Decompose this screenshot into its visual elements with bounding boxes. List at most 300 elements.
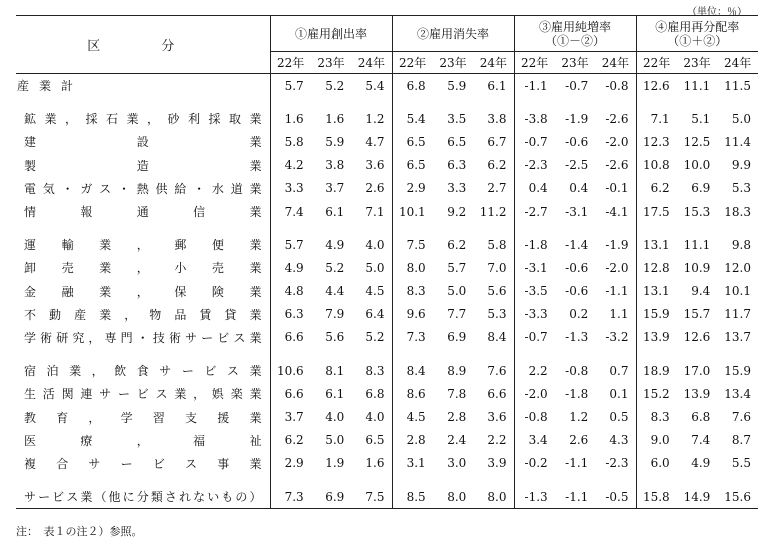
year-header: 22年 [270, 52, 311, 74]
spacer-cell [433, 349, 474, 359]
spacer-cell [555, 223, 596, 233]
industry-label: 不動産業，物品賃貸業 [24, 307, 262, 322]
value-cell: 7.6 [487, 363, 507, 378]
value-cell: 15.7 [683, 307, 711, 322]
spacer-cell [351, 97, 392, 107]
table-row [16, 280, 758, 303]
value-cell: 6.1 [325, 386, 345, 401]
value-cell: 9.0 [636, 429, 677, 452]
industry-label: 学術研究，専門・技術サービス業 [24, 330, 262, 345]
value-cell: 6.4 [365, 307, 385, 322]
value-cell: 5.4 [365, 78, 385, 93]
spacer-cell [636, 349, 677, 359]
value-cell: -1.9 [565, 111, 589, 126]
industry-label: 産業計 [17, 79, 84, 94]
spacer-cell [270, 475, 311, 485]
spacer-cell [717, 349, 758, 359]
value-cell: 5.7 [270, 74, 311, 98]
value-cell: 5.8 [270, 130, 311, 153]
value-cell: 8.4 [487, 330, 507, 345]
spacer-cell [351, 223, 392, 233]
value-cell: 0.4 [514, 177, 555, 200]
value-cell: 6.1 [487, 78, 507, 93]
value-cell: 4.0 [365, 410, 385, 425]
value-cell: 11.2 [479, 204, 507, 219]
value-cell: 6.3 [447, 158, 467, 173]
spacer-cell [636, 97, 677, 107]
value-cell: 2.8 [447, 410, 467, 425]
value-cell: 8.4 [392, 359, 433, 382]
year-header: 22年 [514, 52, 555, 74]
value-cell: 9.8 [731, 237, 751, 252]
table-body [16, 74, 758, 509]
value-cell: 3.6 [365, 158, 385, 173]
value-cell: 6.2 [487, 158, 507, 173]
spacer-cell [677, 475, 718, 485]
value-cell: 5.7 [447, 260, 467, 275]
spacer-cell [677, 97, 718, 107]
value-cell: 12.0 [724, 260, 751, 275]
table-row [16, 405, 758, 428]
value-cell: 1.6 [270, 107, 311, 130]
value-cell: 3.8 [487, 111, 507, 126]
table-row [16, 177, 758, 200]
year-header: 23年 [433, 52, 474, 74]
value-cell: -3.1 [565, 204, 589, 219]
value-cell: -1.1 [565, 456, 589, 471]
spacer-cell [473, 223, 514, 233]
value-cell: 5.9 [325, 134, 345, 149]
value-cell: 3.6 [487, 410, 507, 425]
value-cell: 7.3 [270, 485, 311, 509]
value-cell: 5.5 [731, 456, 751, 471]
spacer-cell [473, 475, 514, 485]
value-cell: 9.9 [731, 158, 751, 173]
spacer-cell [473, 97, 514, 107]
value-cell: -0.6 [565, 284, 589, 299]
spacer-cell [392, 223, 433, 233]
value-cell: 3.7 [325, 181, 345, 196]
spacer-cell [392, 475, 433, 485]
group-header-loss [392, 16, 514, 52]
value-cell: 7.5 [392, 233, 433, 256]
table-row [16, 200, 758, 223]
year-header: 23年 [677, 52, 718, 74]
group-header-line2: （①＋②） [667, 33, 728, 48]
value-cell: 1.6 [365, 456, 385, 471]
value-cell: 8.3 [365, 363, 385, 378]
value-cell: 15.9 [636, 303, 677, 326]
value-cell: 12.6 [636, 74, 677, 98]
year-header: 22年 [392, 52, 433, 74]
value-cell: 18.3 [724, 204, 751, 219]
industry-label: 生活関連サービス業，娯楽業 [24, 387, 262, 402]
value-cell: 13.1 [636, 280, 677, 303]
value-cell: 2.8 [392, 429, 433, 452]
value-cell: 6.2 [447, 237, 467, 252]
value-cell: 5.2 [325, 78, 345, 93]
table-row [16, 485, 758, 509]
value-cell: 4.0 [325, 410, 345, 425]
value-cell: 2.7 [487, 181, 507, 196]
value-cell: 2.6 [569, 433, 589, 448]
value-cell: 11.1 [683, 78, 711, 93]
value-cell: 9.4 [691, 284, 711, 299]
value-cell: 3.3 [270, 177, 311, 200]
spacer-cell [595, 223, 636, 233]
value-cell: 7.3 [392, 326, 433, 349]
value-cell: 7.7 [447, 307, 467, 322]
value-cell: 0.2 [569, 307, 589, 322]
value-cell: -0.6 [565, 260, 589, 275]
year-header: 22年 [636, 52, 677, 74]
spacer-cell [636, 223, 677, 233]
value-cell: 13.9 [683, 386, 711, 401]
spacer-cell [270, 97, 311, 107]
group-header-line1: ①雇用創出率 [294, 26, 367, 41]
spacer-cell [311, 97, 352, 107]
group-header-line1: ④雇用再分配率 [655, 19, 740, 34]
value-cell: 7.4 [691, 433, 711, 448]
value-cell: 2.2 [514, 359, 555, 382]
industry-label: 建設業 [24, 135, 262, 150]
value-cell: 6.9 [311, 485, 352, 509]
value-cell: 5.4 [392, 107, 433, 130]
table-row [16, 154, 758, 177]
value-cell: 17.5 [636, 200, 677, 223]
value-cell: 15.2 [636, 382, 677, 405]
value-cell: -0.5 [595, 485, 636, 509]
group-header-net [514, 16, 636, 52]
year-header: 24年 [595, 52, 636, 74]
value-cell: 5.7 [270, 233, 311, 256]
group-header-line1: ②雇用消失率 [416, 26, 489, 41]
value-cell: -1.9 [605, 237, 629, 252]
value-cell: 6.8 [691, 410, 711, 425]
value-cell: -2.3 [605, 456, 629, 471]
total-row [16, 74, 758, 98]
table-row [16, 107, 758, 130]
value-cell: -3.5 [514, 280, 555, 303]
value-cell: 2.2 [487, 433, 507, 448]
spacer-cell [514, 223, 555, 233]
group-header-line1: ③雇用純増率 [538, 19, 611, 34]
value-cell: 11.5 [724, 78, 751, 93]
value-cell: 0.4 [569, 181, 589, 196]
value-cell: -3.3 [514, 303, 555, 326]
value-cell: 5.9 [447, 78, 467, 93]
spacer-cell [473, 349, 514, 359]
group-spacer [16, 349, 758, 359]
spacer-cell [717, 223, 758, 233]
value-cell: -3.2 [605, 330, 629, 345]
group-header-reallocation [636, 16, 758, 52]
value-cell: 9.6 [392, 303, 433, 326]
year-header: 24年 [717, 52, 758, 74]
unit-label: （単位：％） [687, 7, 747, 18]
table-row [16, 359, 758, 382]
value-cell: -0.8 [605, 78, 629, 93]
value-cell: 18.9 [636, 359, 677, 382]
spacer-cell [595, 349, 636, 359]
table-row [16, 233, 758, 256]
value-cell: 2.4 [447, 433, 467, 448]
industry-label: 卸売業，小売業 [24, 261, 262, 276]
value-cell: 7.6 [731, 410, 751, 425]
table-row [16, 452, 758, 475]
value-cell: 8.5 [392, 485, 433, 509]
value-cell: 6.9 [691, 181, 711, 196]
spacer-cell [433, 475, 474, 485]
value-cell: 15.3 [683, 204, 711, 219]
spacer-cell [392, 349, 433, 359]
value-cell: -2.3 [514, 154, 555, 177]
value-cell: 8.0 [473, 485, 514, 509]
spacer-cell [433, 97, 474, 107]
value-cell: 2.9 [392, 177, 433, 200]
table-row [16, 256, 758, 279]
value-cell: 6.8 [365, 386, 385, 401]
group-spacer [16, 223, 758, 233]
value-cell: 13.1 [636, 233, 677, 256]
value-cell: 8.0 [433, 485, 474, 509]
value-cell: 6.7 [487, 134, 507, 149]
value-cell: 4.9 [270, 256, 311, 279]
value-cell: 7.4 [270, 200, 311, 223]
value-cell: 4.2 [270, 154, 311, 177]
spacer-cell [270, 223, 311, 233]
value-cell: 9.2 [447, 204, 467, 219]
value-cell: -2.0 [605, 134, 629, 149]
industry-label: 教育，学習支援業 [24, 410, 262, 425]
value-cell: 17.0 [683, 363, 711, 378]
spacer-cell [311, 349, 352, 359]
value-cell: 12.3 [636, 130, 677, 153]
spacer-cell [595, 97, 636, 107]
value-cell: -0.7 [565, 78, 589, 93]
value-cell: 1.2 [569, 410, 589, 425]
value-cell: -1.1 [514, 74, 555, 98]
value-cell: -0.8 [565, 363, 589, 378]
value-cell: 3.1 [392, 452, 433, 475]
value-cell: 12.6 [683, 330, 711, 345]
value-cell: 15.9 [724, 363, 751, 378]
value-cell: -1.8 [514, 233, 555, 256]
value-cell: 3.0 [447, 456, 467, 471]
value-cell: 3.9 [487, 456, 507, 471]
value-cell: -2.7 [514, 200, 555, 223]
industry-label: 運輸業，郵便業 [24, 238, 262, 253]
spacer-cell [717, 475, 758, 485]
value-cell: 6.5 [365, 433, 385, 448]
value-cell: -3.8 [514, 107, 555, 130]
spacer-cell [270, 349, 311, 359]
value-cell: 15.6 [717, 485, 758, 509]
value-cell: 7.9 [325, 307, 345, 322]
value-cell: 8.3 [392, 280, 433, 303]
employment-rate-table [16, 15, 758, 509]
spacer-cell [717, 97, 758, 107]
value-cell: -1.8 [565, 386, 589, 401]
value-cell: -4.1 [605, 204, 629, 219]
spacer-cell [677, 349, 718, 359]
value-cell: 13.9 [636, 326, 677, 349]
value-cell: 10.9 [683, 260, 711, 275]
value-cell: -0.6 [565, 134, 589, 149]
spacer-cell [433, 223, 474, 233]
group-spacer [16, 97, 758, 107]
value-cell: 6.5 [447, 134, 467, 149]
value-cell: 6.2 [270, 429, 311, 452]
value-cell: -2.6 [605, 111, 629, 126]
value-cell: 0.5 [609, 410, 629, 425]
value-cell: -0.8 [514, 405, 555, 428]
value-cell: 7.1 [636, 107, 677, 130]
value-cell: 4.0 [365, 237, 385, 252]
value-cell: 15.8 [636, 485, 677, 509]
value-cell: 5.2 [325, 260, 345, 275]
value-cell: 0.1 [609, 386, 629, 401]
spacer-cell [311, 223, 352, 233]
value-cell: 12.8 [636, 256, 677, 279]
value-cell: 10.1 [392, 200, 433, 223]
value-cell: 7.1 [365, 204, 385, 219]
industry-label: 情報通信業 [24, 205, 262, 220]
industry-label: 金融業，保険業 [24, 284, 262, 299]
value-cell: -0.2 [514, 452, 555, 475]
table-row [16, 130, 758, 153]
value-cell: 5.0 [447, 284, 467, 299]
value-cell: 4.5 [392, 405, 433, 428]
spacer-cell [16, 349, 270, 359]
value-cell: 11.7 [724, 307, 751, 322]
value-cell: 5.0 [325, 433, 345, 448]
value-cell: 5.3 [731, 181, 751, 196]
value-cell: 1.1 [609, 307, 629, 322]
value-cell: 4.9 [325, 237, 345, 252]
value-cell: -0.7 [514, 326, 555, 349]
value-cell: 1.2 [365, 111, 385, 126]
value-cell: 4.9 [691, 456, 711, 471]
value-cell: -0.1 [605, 181, 629, 196]
value-cell: 6.6 [270, 326, 311, 349]
spacer-cell [514, 349, 555, 359]
value-cell: 6.3 [270, 303, 311, 326]
value-cell: 5.2 [365, 330, 385, 345]
value-cell: 5.1 [691, 111, 711, 126]
value-cell: 4.7 [365, 134, 385, 149]
value-cell: -2.0 [514, 382, 555, 405]
value-cell: 8.7 [731, 433, 751, 448]
spacer-cell [555, 349, 596, 359]
value-cell: 3.4 [514, 429, 555, 452]
spacer-cell [16, 475, 270, 485]
value-cell: 6.8 [392, 74, 433, 98]
value-cell: 4.3 [609, 433, 629, 448]
value-cell: 4.4 [325, 284, 345, 299]
value-cell: 11.4 [724, 134, 751, 149]
industry-label: 電気・ガス・熱供給・水道業 [24, 181, 262, 196]
value-cell: 7.5 [351, 485, 392, 509]
industry-label: 鉱業，採石業，砂利採取業 [24, 112, 262, 127]
value-cell: 5.6 [325, 330, 345, 345]
spacer-cell [16, 97, 270, 107]
spacer-cell [555, 475, 596, 485]
value-cell: 7.8 [447, 386, 467, 401]
value-cell: 6.0 [636, 452, 677, 475]
value-cell: 7.0 [487, 260, 507, 275]
spacer-cell [555, 97, 596, 107]
value-cell: 3.8 [325, 158, 345, 173]
value-cell: 5.6 [487, 284, 507, 299]
value-cell: 5.8 [487, 237, 507, 252]
industry-label: サービス業（他に分類されないもの） [16, 485, 270, 509]
value-cell: -0.7 [514, 130, 555, 153]
value-cell: 13.4 [724, 386, 751, 401]
spacer-cell [595, 475, 636, 485]
value-cell: 2.6 [365, 181, 385, 196]
value-cell: -1.3 [514, 485, 555, 509]
value-cell: 8.0 [392, 256, 433, 279]
industry-label: 製造業 [24, 158, 262, 173]
value-cell: 6.6 [270, 382, 311, 405]
value-cell: 3.5 [447, 111, 467, 126]
table-row [16, 429, 758, 452]
value-cell: -2.6 [605, 158, 629, 173]
value-cell: 0.7 [609, 363, 629, 378]
value-cell: -1.4 [565, 237, 589, 252]
year-header: 24年 [351, 52, 392, 74]
spacer-cell [16, 223, 270, 233]
spacer-cell [311, 475, 352, 485]
value-cell: 14.9 [677, 485, 718, 509]
group-header-line2: （①－②） [544, 33, 605, 48]
value-cell: -2.5 [565, 158, 589, 173]
value-cell: 10.6 [270, 359, 311, 382]
year-header: 24年 [473, 52, 514, 74]
group-header-creation [270, 16, 392, 52]
year-header: 23年 [555, 52, 596, 74]
value-cell: -3.1 [514, 256, 555, 279]
spacer-cell [514, 97, 555, 107]
header-group-row [16, 16, 758, 52]
value-cell: 8.1 [325, 363, 345, 378]
industry-label: 複合サービス事業 [24, 456, 262, 471]
value-cell: 8.9 [447, 363, 467, 378]
value-cell: 11.1 [683, 237, 711, 252]
value-cell: 6.5 [392, 154, 433, 177]
spacer-cell [514, 475, 555, 485]
value-cell: 12.5 [683, 134, 711, 149]
category-header: 区 分 [16, 16, 270, 74]
value-cell: 4.8 [270, 280, 311, 303]
value-cell: 6.9 [447, 330, 467, 345]
industry-label: 宿泊業，飲食サービス業 [24, 364, 262, 379]
value-cell: 10.8 [636, 154, 677, 177]
value-cell: 5.0 [731, 111, 751, 126]
value-cell: 3.3 [447, 181, 467, 196]
value-cell: 10.0 [683, 158, 711, 173]
value-cell: 1.9 [325, 456, 345, 471]
value-cell: 5.0 [365, 260, 385, 275]
year-header: 23年 [311, 52, 352, 74]
spacer-cell [392, 97, 433, 107]
value-cell: -2.0 [605, 260, 629, 275]
value-cell: 10.1 [724, 284, 751, 299]
table-row [16, 303, 758, 326]
value-cell: 6.2 [636, 177, 677, 200]
value-cell: 2.9 [270, 452, 311, 475]
